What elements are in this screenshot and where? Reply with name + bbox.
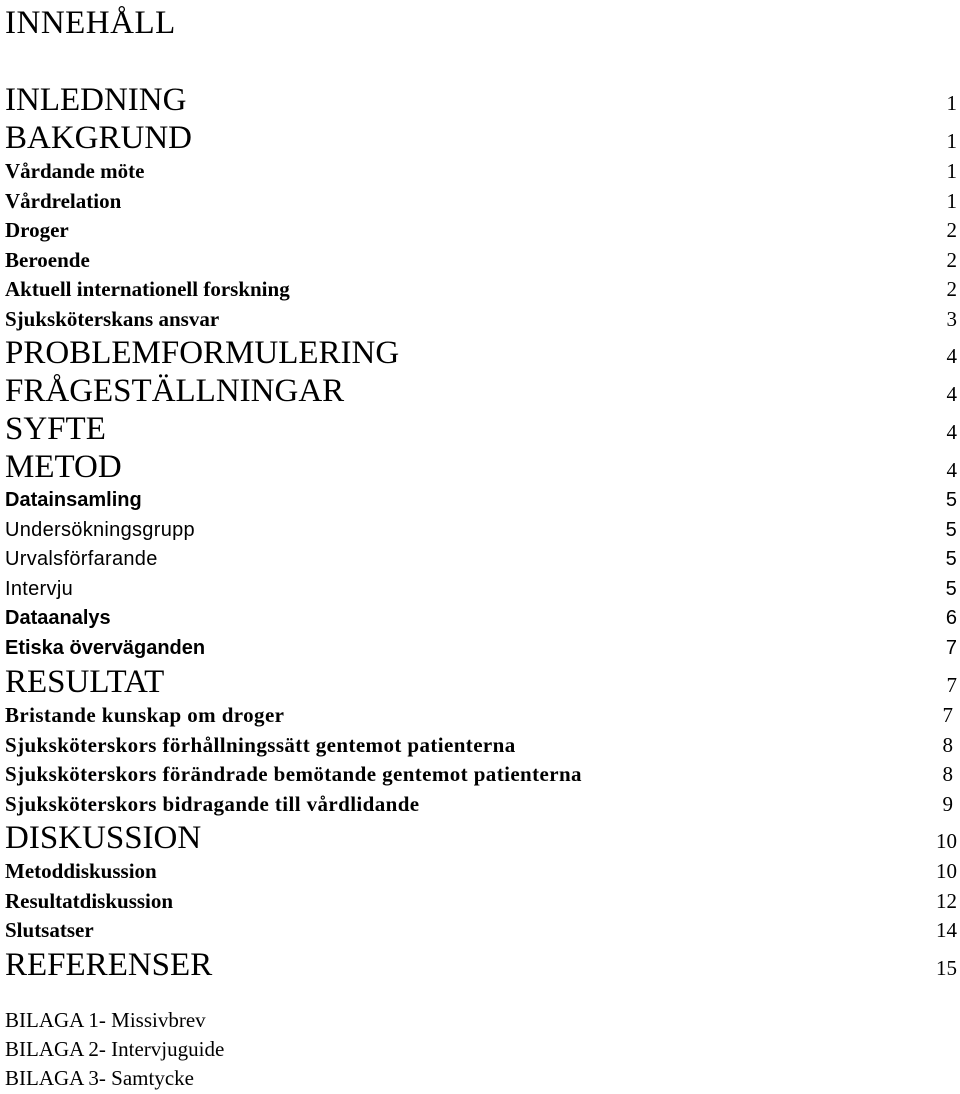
toc-entry-label: Slutsatser [5,918,94,942]
toc-entry-label: METOD [5,449,122,485]
toc-entry-label: INLEDNING [5,82,187,118]
toc-entry[interactable] [5,410,957,448]
toc-entry[interactable] [5,701,957,731]
toc-entry[interactable] [5,305,957,335]
table-of-contents [5,81,957,984]
toc-entry-label: Resultatdiskussion [5,888,174,913]
toc-entry-label: Intervju [5,577,73,600]
toc-entry[interactable] [5,634,957,664]
toc-entry-label: BAKGRUND [5,120,193,156]
toc-entry-label: Aktuell internationell forskning [5,277,290,301]
toc-entry[interactable] [5,448,957,486]
toc-entry-page-number: 14 [936,918,957,942]
toc-entry[interactable] [5,246,957,276]
toc-entry-page-number: 1 [946,91,957,115]
toc-entry[interactable] [5,275,957,305]
toc-entry-page-number: 7 [945,636,957,659]
toc-entry-page-number: 3 [946,306,957,331]
toc-entry[interactable] [5,119,957,157]
toc-entry-page-number: 2 [946,218,957,242]
toc-entry-label: DISKUSSION [5,820,202,856]
toc-entry[interactable] [5,790,957,820]
toc-entry-page-number: 4 [946,420,957,444]
toc-entry-label: Sjuksköterskors bidragande till vårdlidande [5,791,420,816]
toc-entry[interactable] [5,216,957,246]
toc-entry-label: Dataanalys [5,607,111,629]
toc-entry[interactable] [5,334,957,372]
toc-entry[interactable] [5,187,957,217]
appendix-item[interactable]: BILAGA 3- Samtycke [5,1066,194,1090]
toc-entry-label: Urvalsförfarande [5,548,158,570]
toc-entry[interactable] [5,604,957,634]
toc-entry-label: FRÅGESTÄLLNINGAR [5,373,345,409]
appendix-item[interactable]: BILAGA 1- Missivbrev [5,1008,206,1032]
toc-entry-page-number: 10 [936,859,957,883]
toc-entry-page-number: 5 [945,518,957,541]
toc-entry-page-number: 12 [936,888,957,913]
toc-entry[interactable] [5,946,957,984]
toc-entry[interactable] [5,372,957,410]
toc-entry[interactable] [5,575,957,605]
toc-entry-page-number: 5 [945,577,957,600]
toc-entry[interactable] [5,760,957,790]
toc-entry-page-number: 4 [946,344,957,368]
toc-entry[interactable] [5,663,957,701]
toc-entry-label: Metoddiskussion [5,859,157,883]
toc-entry-page-number: 5 [945,548,957,570]
toc-entry-page-number: 9 [942,791,953,816]
toc-entry-page-number: 15 [936,955,957,980]
toc-entry-label: Sjuksköterskors förhållningssätt gentemot patienterna [5,732,516,757]
toc-entry-label: Etiska överväganden [5,636,206,659]
toc-entry-label: Beroende [5,247,90,272]
toc-entry-page-number: 8 [942,762,953,786]
toc-entry[interactable] [5,516,957,546]
toc-heading: INNEHÅLL [5,5,176,41]
toc-entry[interactable] [5,486,957,516]
toc-entry-page-number: 1 [946,129,957,153]
appendix-list [5,1006,224,1093]
toc-entry-page-number: 10 [936,829,957,853]
toc-entry[interactable] [5,731,957,761]
toc-entry-label: PROBLEMFORMULERING [5,335,400,371]
toc-entry-page-number: 5 [945,489,957,511]
toc-entry-page-number: 1 [946,159,957,183]
toc-entry-label: Datainsamling [5,489,142,511]
toc-entry-page-number: 6 [945,607,957,629]
toc-entry-page-number: 8 [942,732,953,757]
toc-entry[interactable] [5,545,957,575]
toc-entry[interactable] [5,81,957,119]
toc-entry-page-number: 4 [946,382,957,406]
toc-entry-page-number: 7 [946,673,957,697]
toc-entry[interactable] [5,887,957,917]
toc-entry-page-number: 4 [946,458,957,482]
toc-entry-page-number: 1 [946,188,957,213]
toc-entry[interactable] [5,916,957,946]
toc-entry-label: REFERENSER [5,946,213,983]
toc-entry-label: RESULTAT [5,664,165,700]
toc-entry-label: Bristande kunskap om droger [5,703,285,727]
toc-entry-label: Vårdande möte [5,159,145,183]
toc-entry[interactable] [5,857,957,887]
toc-entry-label: SYFTE [5,411,106,447]
toc-entry-label: Droger [5,218,69,242]
toc-entry-label: Sjuksköterskors förändrade bemötande gentemot patienterna [5,762,582,786]
toc-entry-label: Undersökningsgrupp [5,518,195,541]
toc-entry-page-number: 2 [946,247,957,272]
toc-entry[interactable] [5,819,957,857]
toc-entry-label: Vårdrelation [5,188,122,213]
toc-entry[interactable] [5,157,957,187]
toc-entry-label: Sjuksköterskans ansvar [5,306,220,331]
toc-entry-page-number: 2 [946,277,957,301]
toc-entry-page-number: 7 [942,703,953,727]
appendix-item[interactable]: BILAGA 2- Intervjuguide [5,1037,225,1061]
